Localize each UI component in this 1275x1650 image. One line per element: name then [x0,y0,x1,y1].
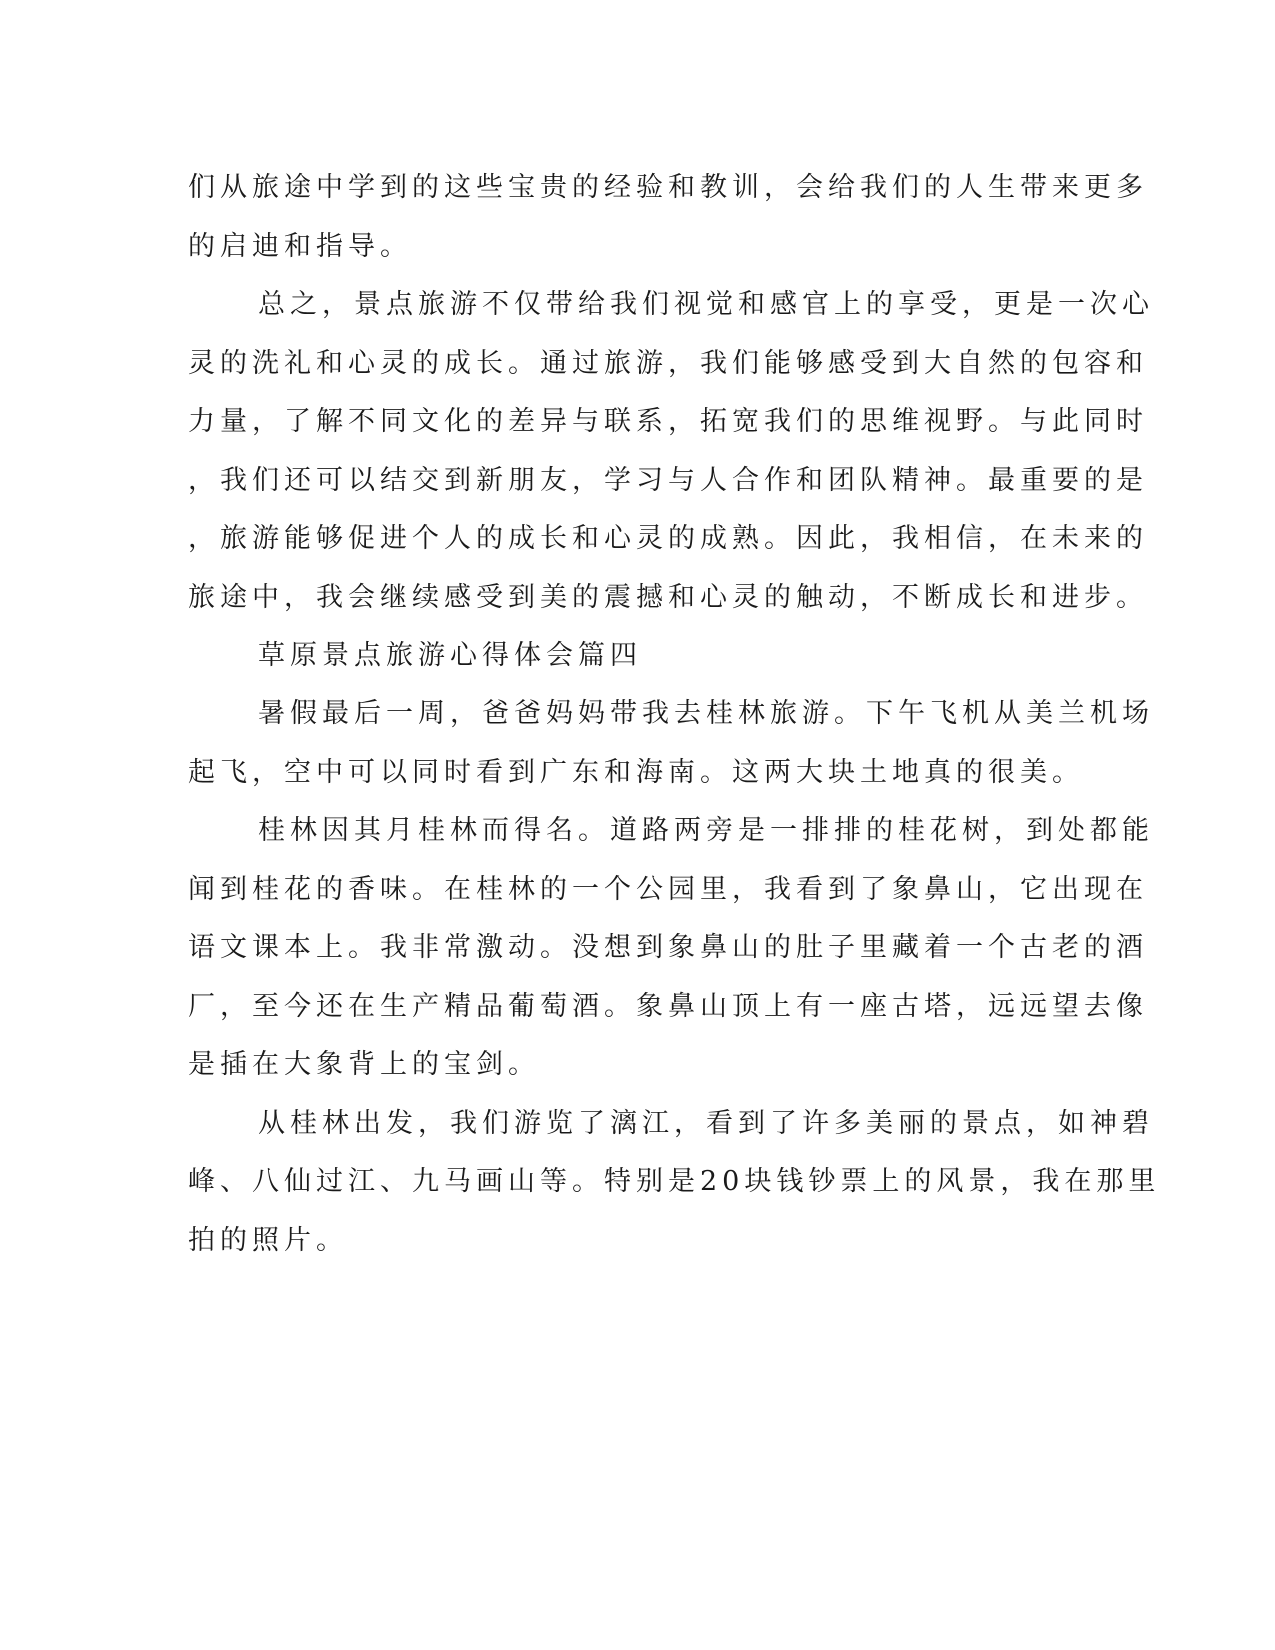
text-line: 是插在大象背上的宝剑。 [188,1049,540,1080]
text-line: 语文课本上。我非常激动。没想到象鼻山的肚子里藏着一个古老的酒 [188,932,1148,963]
section-heading: 草原景点旅游心得体会篇四 [258,640,642,671]
text-line: 厂，至今还在生产精品葡萄酒。象鼻山顶上有一座古塔，远远望去像 [188,991,1148,1022]
text-line: 起飞，空中可以同时看到广东和海南。这两大块土地真的很美。 [188,757,1084,788]
text-line: 桂林因其月桂林而得名。道路两旁是一排排的桂花树，到处都能 [258,815,1154,846]
text-line: 闻到桂花的香味。在桂林的一个公园里，我看到了象鼻山，它出现在 [188,874,1148,905]
text-line: 的启迪和指导。 [188,231,412,262]
text-line: 总之，景点旅游不仅带给我们视觉和感官上的享受，更是一次心 [258,289,1154,320]
text-line: 拍的照片。 [188,1225,348,1256]
text-line: 们从旅途中学到的这些宝贵的经验和教训，会给我们的人生带来更多 [188,172,1148,203]
text-line: 从桂林出发，我们游览了漓江，看到了许多美丽的景点，如神碧 [258,1108,1154,1139]
text-line: 旅途中，我会继续感受到美的震撼和心灵的触动，不断成长和进步。 [188,582,1148,613]
text-line: ，旅游能够促进个人的成长和心灵的成熟。因此，我相信，在未来的 [188,523,1148,554]
text-line: 力量，了解不同文化的差异与联系，拓宽我们的思维视野。与此同时 [188,406,1148,437]
text-line: 灵的洗礼和心灵的成长。通过旅游，我们能够感受到大自然的包容和 [188,348,1148,379]
text-line: 峰、八仙过江、九马画山等。特别是20块钱钞票上的风景，我在那里 [188,1166,1161,1197]
text-line: ，我们还可以结交到新朋友，学习与人合作和团队精神。最重要的是 [188,465,1148,496]
text-line: 暑假最后一周，爸爸妈妈带我去桂林旅游。下午飞机从美兰机场 [258,698,1154,729]
